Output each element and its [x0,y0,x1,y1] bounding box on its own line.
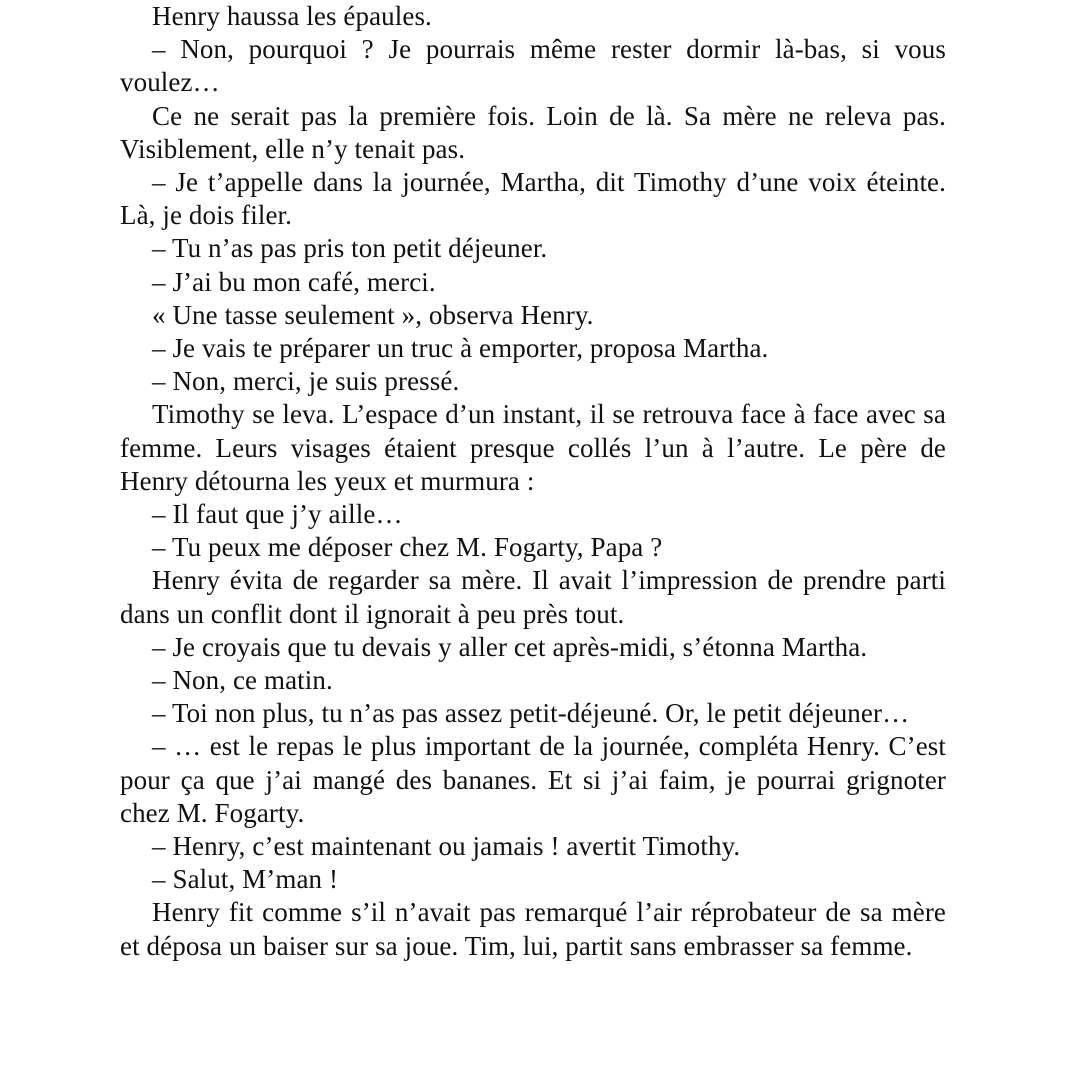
paragraph: Henry évita de regarder sa mère. Il avait l’impression de prendre parti dans un conflit dont il ignorait à peu près tout. [120,565,946,629]
paragraph: – Non, ce matin. [152,665,333,696]
paragraph: – Non, pourquoi ? Je pourrais même rester dormir là-bas, si vous voulez… [120,34,946,98]
paragraph: – J’ai bu mon café, merci. [152,266,436,297]
paragraph: – Je t’appelle dans la journée, Martha, dit Timothy d’une voix éteinte. Là, je dois filer. [120,167,946,231]
paragraph: Henry haussa les épaules. [152,1,432,31]
page-text-block [120,0,946,963]
paragraph: – Tu n’as pas pris ton petit déjeuner. [152,233,548,264]
paragraph: – … est le repas le plus important de la journée, compléta Henry. C’est pour ça que j’ai mangé des bananes. Et si j’ai faim, je pourrai grignoter chez M. Fogarty. [120,731,946,828]
paragraph: – Non, merci, je suis pressé. [152,366,460,397]
paragraph: – Tu peux me déposer chez M. Fogarty, Papa ? [152,532,663,563]
paragraph: – Je vais te préparer un truc à emporter, proposa Martha. [152,333,769,364]
paragraph: « Une tasse seulement », observa Henry. [152,299,594,330]
paragraph: – Il faut que j’y aille… [152,499,403,530]
paragraph: – Je croyais que tu devais y aller cet après-midi, s’étonna Martha. [152,631,868,662]
paragraph: Henry fit comme s’il n’avait pas remarqué l’air réprobateur de sa mère et déposa un baiser sur sa joue. Tim, lui, partit sans embrasser sa femme. [120,897,946,961]
paragraph: Ce ne serait pas la première fois. Loin de là. Sa mère ne releva pas. Visiblement, elle n’y tenait pas. [120,100,946,164]
paragraph: Timothy se leva. L’espace d’un instant, il se retrouva face à face avec sa femme. Leurs visages étaient presque collés l’un à l’autre. Le père de Henry détourna les yeux et murmura : [120,399,946,496]
paragraph: – Henry, c’est maintenant ou jamais ! avertit Timothy. [152,831,741,862]
paragraph: – Salut, M’man ! [152,864,339,895]
paragraph: – Toi non plus, tu n’as pas assez petit-déjeuné. Or, le petit déjeuner… [152,698,910,729]
